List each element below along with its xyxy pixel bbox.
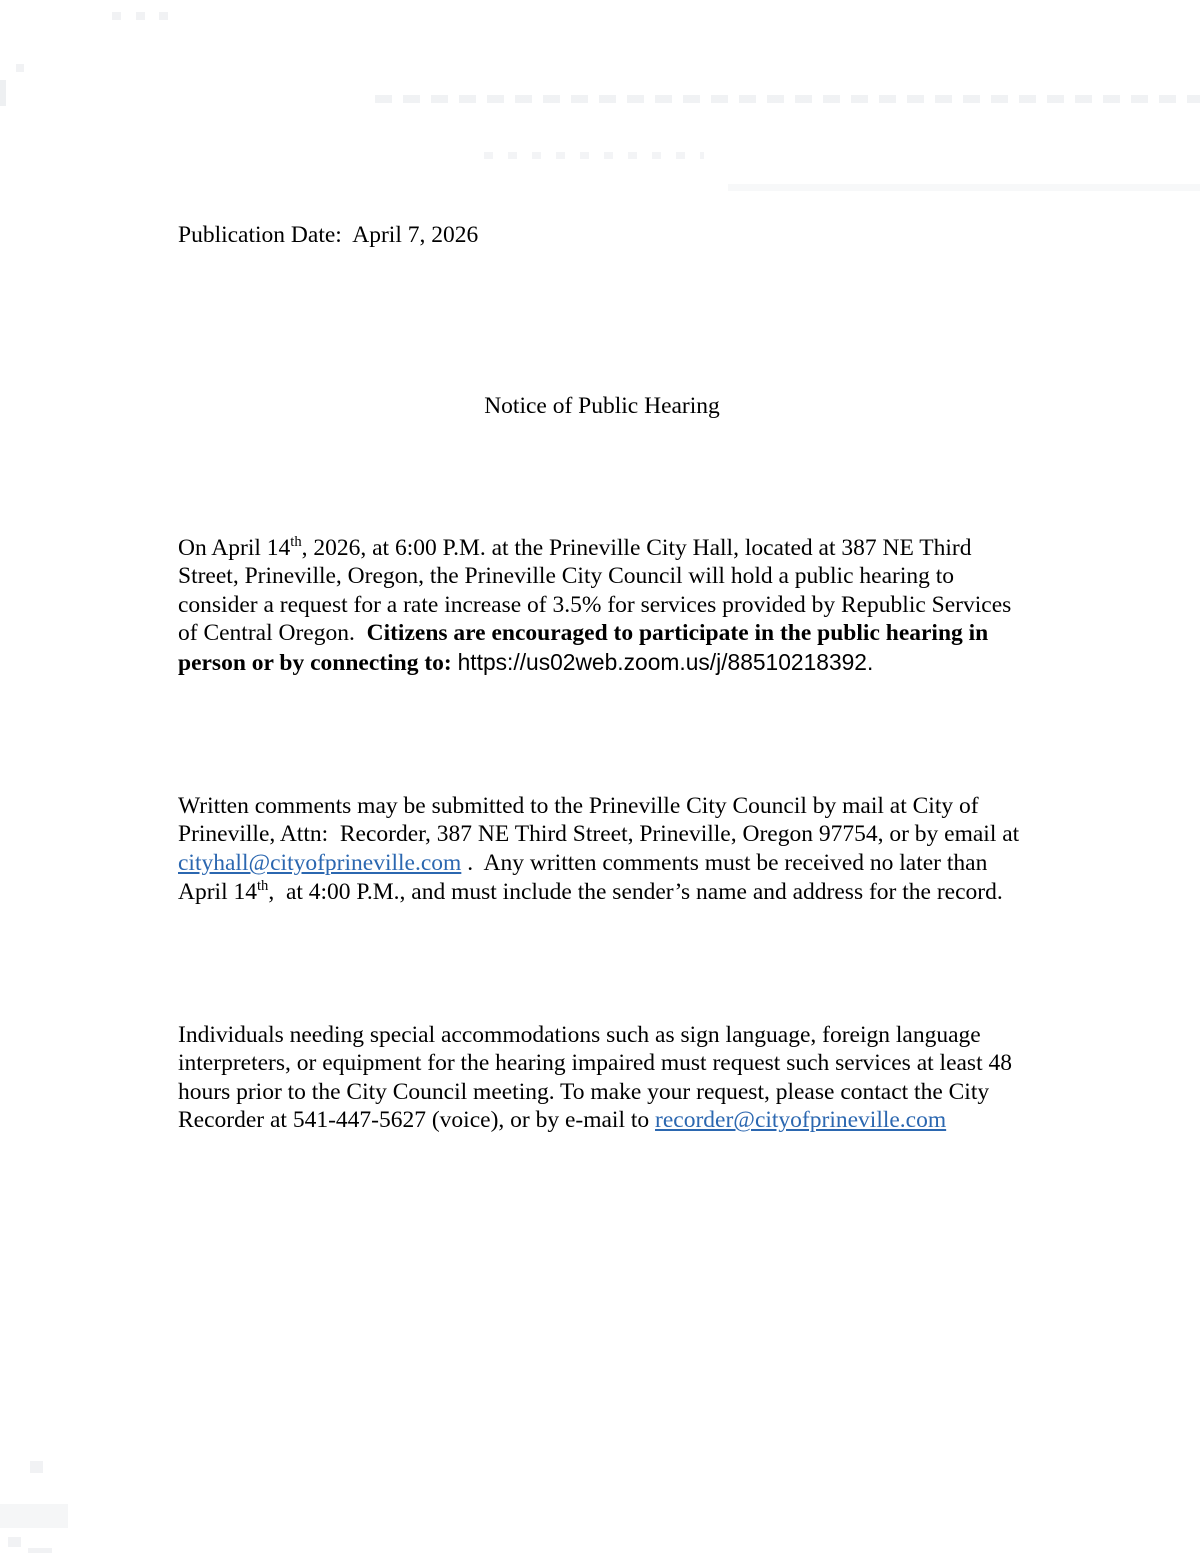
zoom-meeting-url: https://us02web.zoom.us/j/88510218392. bbox=[457, 648, 874, 675]
cityhall-email-link[interactable]: cityhall@cityofprineville.com bbox=[178, 850, 462, 877]
bold-text-run: Citizens are encouraged to participate in the public hearing in person or by connecting to: bbox=[178, 620, 995, 676]
scan-artifact-speck bbox=[16, 64, 24, 72]
content-area bbox=[178, 135, 1026, 1221]
text-run: , at 4:00 P.M., and must include the sender’s name and address for the record. bbox=[268, 878, 1003, 905]
scan-artifact-speck bbox=[8, 1537, 21, 1547]
publication-date-text: Publication Date: April 7, 2026 bbox=[178, 221, 479, 248]
scan-artifact-edge bbox=[0, 80, 6, 106]
scan-artifact-speck bbox=[159, 12, 168, 20]
page-title bbox=[178, 392, 1026, 421]
superscript-th: th bbox=[256, 877, 269, 894]
paragraph-hearing-announcement bbox=[178, 534, 1026, 678]
publication-date-line bbox=[178, 221, 1026, 250]
scan-artifact-speck bbox=[28, 1548, 52, 1553]
scan-artifact-speck bbox=[30, 1461, 43, 1473]
scan-artifact-speck bbox=[0, 1504, 68, 1528]
paragraph-accommodations bbox=[178, 1021, 1026, 1135]
text-run: Individuals needing special accommodations such as sign language, foreign language interpreters, or equipment for the hearing impaired must request such services at least 48 hours prior to the City Council meeting. To make your request, please contact the City Recorder at 541-447-5627 (voice), or by e-mail to bbox=[178, 1021, 1018, 1134]
title-text: Notice of Public Hearing bbox=[484, 393, 720, 420]
paragraph-written-comments bbox=[178, 792, 1026, 906]
text-run: , 2026, at 6:00 P.M. at the Prineville City Hall, located at 387 NE Third Street, Prineville, Oregon, the Prineville City Council will hold a public hearing to consider a request for a rate increase of 3.5% for services provided by Republic Services of Central Oregon. bbox=[178, 534, 1018, 647]
scan-artifact-dashes bbox=[375, 95, 1200, 103]
scan-artifact-speck bbox=[112, 12, 121, 20]
text-run: Written comments may be submitted to the Prineville City Council by mail at City of Prineville, Attn: Recorder, 387 NE Third Street, Prineville, Oregon 97754, or by email at bbox=[178, 792, 1026, 848]
scan-artifact-speck bbox=[136, 12, 145, 20]
recorder-email-link[interactable]: recorder@cityofprineville.com bbox=[655, 1107, 947, 1134]
superscript-th: th bbox=[290, 533, 302, 550]
text-run: . Any written comments must be received no later than April 14 bbox=[178, 850, 992, 905]
text-run: On April 14 bbox=[178, 534, 291, 561]
